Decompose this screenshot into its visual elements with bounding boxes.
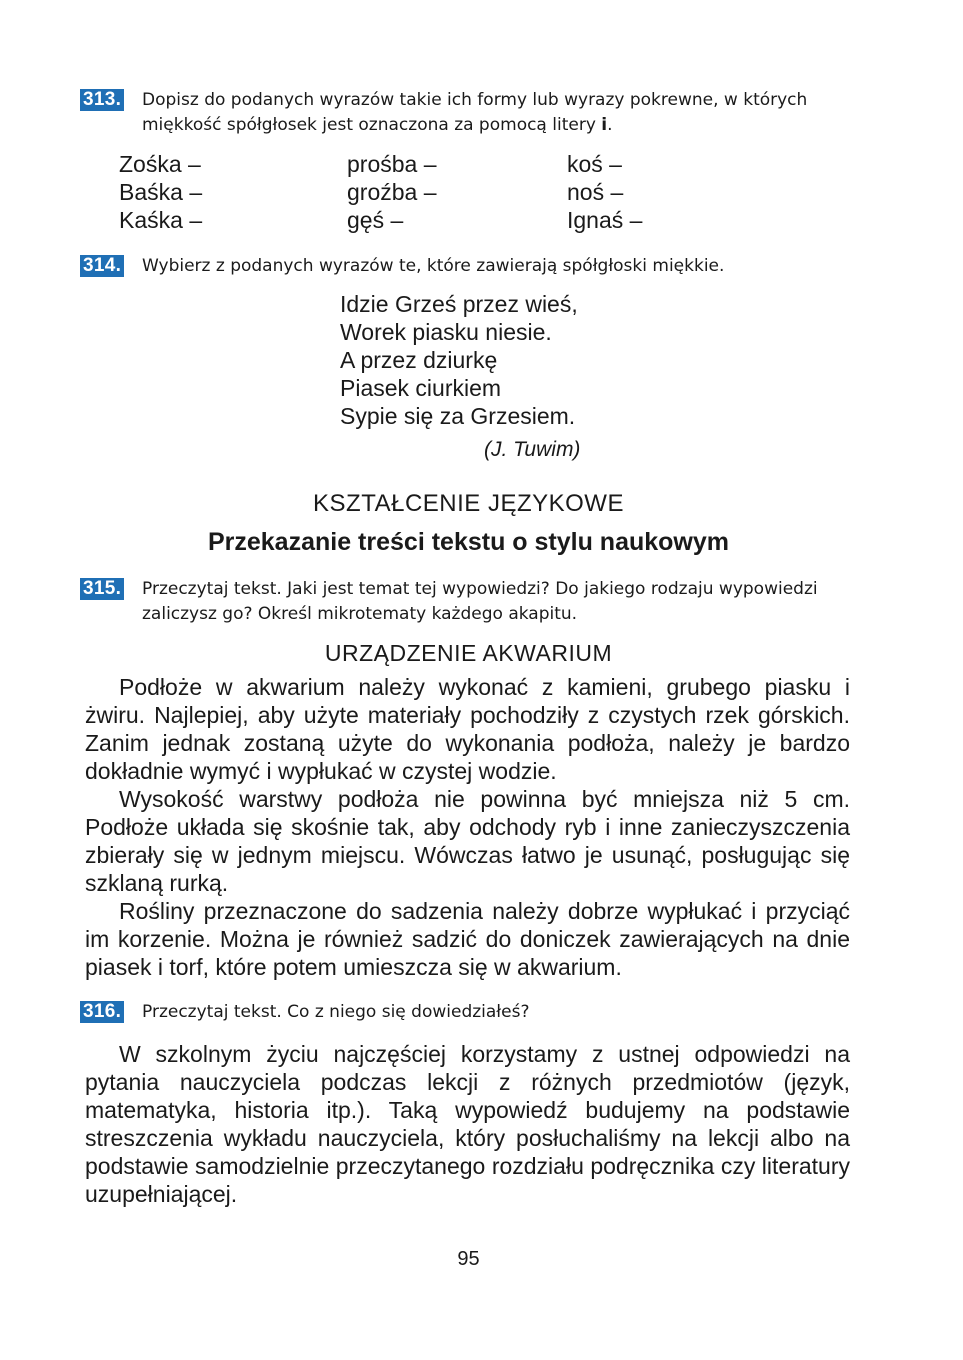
exercise-316 bbox=[80, 1000, 860, 1025]
section-subheading: Przekazanie treści tekstu o stylu naukowym bbox=[207, 528, 730, 556]
paragraph: W szkolnym życiu najczęściej korzystamy z ustnej odpowiedzi na pytania nauczyciela podczas lekcji z różnych przedmiotów (język, matematyka, historia itp.). Taką wypowiedź budujemy na podstawie streszczenia wykładu nauczyciela, który posłuchaliśmy na lekcji albo na podstawie samodzielnie przeczytanego rozdziału podręcznika czy literatury uzupełniającej. bbox=[85, 1041, 850, 1207]
page-number: 95 bbox=[457, 1248, 480, 1270]
text-body-aquarium bbox=[85, 673, 850, 981]
word-item: koś – bbox=[567, 151, 622, 177]
text-body-school bbox=[85, 1040, 850, 1208]
word-item: groźba – bbox=[347, 179, 437, 205]
exercise-314 bbox=[80, 254, 860, 279]
exercise-313 bbox=[80, 88, 860, 138]
poem-line: Sypie się za Grzesiem. bbox=[340, 403, 576, 429]
poem-line: Piasek ciurkiem bbox=[340, 375, 502, 401]
word-column-2 bbox=[347, 150, 437, 234]
word-item: Zośka – bbox=[119, 151, 201, 177]
highlight-letter: i bbox=[601, 115, 608, 135]
exercise-instruction: Przeczytaj tekst. Jaki jest temat tej wypowiedzi? Do jakiego rodzaju wypowiedzi zaliczysz go? Określ mikrotematy każdego akapitu. bbox=[142, 579, 818, 624]
text-title: URZĄDZENIE AKWARIUM bbox=[324, 640, 613, 666]
exercise-315 bbox=[80, 577, 860, 627]
exercise-instruction: Dopisz do podanych wyrazów takie ich formy lub wyrazy pokrewne, w których miękkość spółgłosek jest oznaczona za pomocą litery i. bbox=[142, 90, 808, 135]
word-item: Ignaś – bbox=[567, 207, 643, 233]
exercise-number-badge: 314. bbox=[80, 255, 124, 277]
word-column-1 bbox=[119, 150, 202, 234]
exercise-instruction: Wybierz z podanych wyrazów te, które zawierają spółgłoski miękkie. bbox=[142, 256, 725, 276]
word-item: gęś – bbox=[347, 207, 404, 233]
poem-line: A przez dziurkę bbox=[340, 347, 498, 373]
poem-line: Worek piasku niesie. bbox=[340, 319, 552, 345]
paragraph: Wysokość warstwy podłoża nie powinna być mniejsza niż 5 cm. Podłoże układa się skośnie tak, aby odchody ryb i inne zanieczyszczenia zbierały się w jednym miejscu. Wówczas łatwo je usunąć, posługując się szklaną rurką. bbox=[85, 786, 850, 896]
exercise-number-badge: 316. bbox=[80, 1001, 124, 1023]
word-column-3 bbox=[567, 150, 642, 234]
exercise-number-badge: 315. bbox=[80, 578, 124, 600]
poem-line: Idzie Grześ przez wieś, bbox=[340, 291, 578, 317]
poem-author: (J. Tuwim) bbox=[484, 438, 581, 461]
word-item: Kaśka – bbox=[119, 207, 203, 233]
paragraph: Podłoże w akwarium należy wykonać z kamieni, grubego piasku i żwiru. Najlepiej, aby użyte materiały pochodziły z czystych rzek górskich. Zanim jednak zostaną użyte do wykonania podłoża, należy je bardzo dokładnie wymyć i wypłukać w czystej wodzie. bbox=[85, 674, 850, 784]
paragraph: Rośliny przeznaczone do sadzenia należy dobrze wypłukać i przyciąć im korzenie. Można je również sadzić do doniczek zawierających na dnie piasek i torf, które potem umieszcza się w akwarium. bbox=[85, 898, 850, 980]
word-item: noś – bbox=[567, 179, 624, 205]
poem bbox=[340, 290, 578, 430]
exercise-instruction: Przeczytaj tekst. Co z niego się dowiedziałeś? bbox=[142, 1002, 530, 1022]
section-heading: KSZTAŁCENIE JĘZYKOWE bbox=[313, 490, 624, 517]
exercise-number-badge: 313. bbox=[80, 89, 124, 111]
word-item: prośba – bbox=[347, 151, 437, 177]
word-item: Baśka – bbox=[119, 179, 203, 205]
